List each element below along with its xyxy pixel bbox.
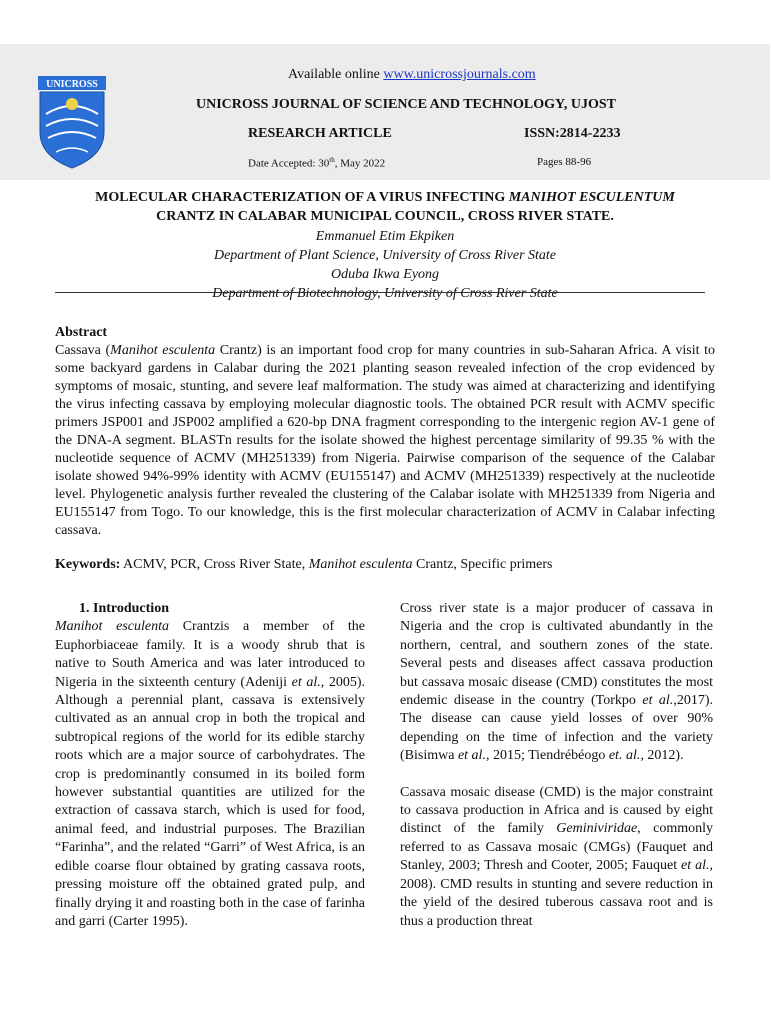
available-online: Available online www.unicrossjournals.com <box>288 67 536 82</box>
intro-heading: 1. Introduction <box>79 601 169 616</box>
author-divider <box>55 292 705 293</box>
intro-paragraph-1: Manihot esculenta Crantzis a member of the Euphorbiaceae family. It is a woody shrub that is native to South America and was later introduced to Nigeria in the sixteenth century (Adeniji et al., 2005). Although a perennial plant, cassava is extensively cultivated as an annual crop in both the tropical and subtropical regions of the world for its edible starchy roots which are a major source of carbohydrates. The crop is predominantly consumed in its boiled form however substantial quantities are utilized for the extraction of cassava starch, which is used for food, animal feed, and industrial purposes. The Brazilian “Farinha”, and the related “Garri” of West Africa, is an edible coarse flour obtained by grating cassava roots, pressing moisture off the obtained grated pulp, and finally drying it and roasting both in the case of farinha and garri (Carter 1995). <box>55 619 365 929</box>
author-1: Emmanuel Etim Ekpiken <box>315 229 455 244</box>
svg-text:UNICROSS: UNICROSS <box>46 79 98 90</box>
affiliation-2: Department of Biotechnology, University of Cross River State <box>212 286 558 301</box>
abstract-heading: Abstract <box>55 325 108 340</box>
pages: Pages 88-96 <box>537 156 592 168</box>
intro-right-column <box>400 600 713 931</box>
keywords: Keywords: ACMV, PCR, Cross River State, Manihot esculenta Crantz, Specific primers <box>55 557 553 572</box>
author-2: Oduba Ikwa Eyong <box>330 267 440 282</box>
date-accepted: Date Accepted: 30th, May 2022 <box>248 156 386 170</box>
journal-link[interactable]: www.unicrossjournals.com <box>383 67 536 82</box>
abstract <box>55 324 715 540</box>
journal-name: UNICROSS JOURNAL OF SCIENCE AND TECHNOLOGY, UJOST <box>196 97 616 112</box>
article-title: MOLECULAR CHARACTERIZATION OF A VIRUS INFECTING MANIHOT ESCULENTUM CRANTZ IN CALABAR MUNICIPAL COUNCIL, CROSS RIVER STATE. <box>95 190 675 224</box>
unicross-logo <box>36 74 108 170</box>
article-type: RESEARCH ARTICLE <box>248 126 392 141</box>
intro-paragraph-2: Cross river state is a major producer of cassava in Nigeria and the crop is cultivated abundantly in the northern, central, and southern zones of the state. Several pests and diseases affect cassava production but cassava mosaic disease (CMD) constitutes the most endemic disease in the country (Torkpo et al.,2017). The disease can cause yield losses of over 90% depending on the time of infection and the variety (Bisimwa et al., 2015; Tiendrébéogo et. al., 2012). <box>400 601 713 764</box>
intro-left-column <box>55 600 365 931</box>
intro-paragraph-3: Cassava mosaic disease (CMD) is the major constraint to cassava production in Africa and is caused by eight distinct of the family Geminiviridae, commonly referred to as Cassava mosaic (CMGs) (Fauquet and Stanley, 2003; Thresh and Cooter, 2005; Fauquet et al., 2008). CMD results in stunting and severe reduction in the yield of the desired tuberous cassava root and is thus a production threat <box>400 784 713 929</box>
affiliation-1: Department of Plant Science, University of Cross River State <box>213 248 557 263</box>
abstract-text: Cassava (Manihot esculenta Crantz) is an important food crop for many countries in sub-Saharan Africa. A visit to some backyard gardens in Calabar during the 2021 planting season revealed infection of the crop evidenced by symptoms of mosaic, stunting, and severe leaf malformation. The study was aimed at characterizing and identifying the virus infecting cassava by employing molecular diagnostic tools. The obtained PCR result with ACMV specific primers JSP001 and JSP002 amplified a 620-bp DNA fragment corresponding to the intergenic region AV-1 gene of the DNA-A segment. BLASTn results for the isolate showed the highest percentage similarity of 99.35 % with the nucleotide sequence of ACMV (MH251339) from Nigeria. Pairwise comparison of the sequence of the Calabar isolate showed 94%-99% identity with ACMV (EU155147) and ACMV (MH251339) respectively at the nucleotide level. Phylogenetic analysis further revealed the clustering of the Calabar isolate with MH251339 from Nigeria and EU155147 from Togo. To our knowledge, this is the first molecular characterization of ACMV in Calabar infecting cassava. <box>55 343 716 538</box>
issn: ISSN:2814-2233 <box>524 126 621 141</box>
